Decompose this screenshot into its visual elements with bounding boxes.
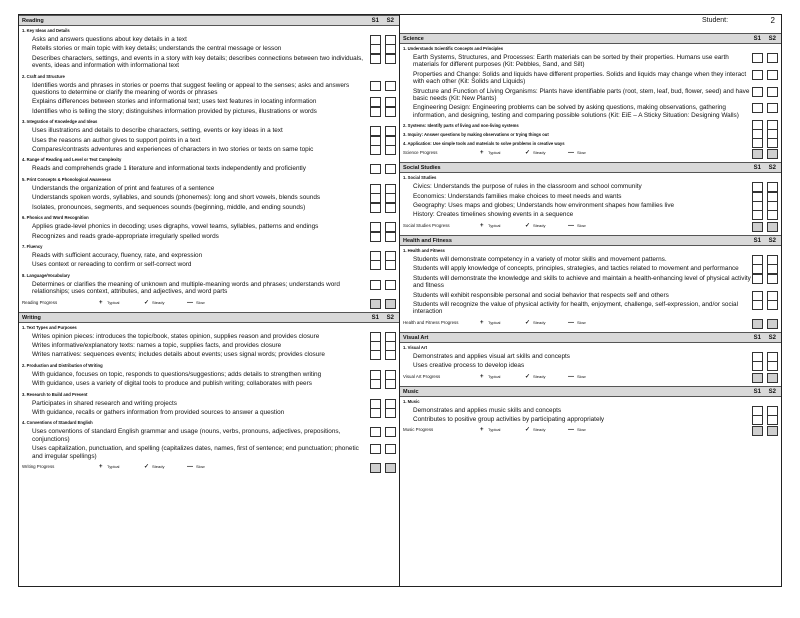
progress-minus-text: Slow — [577, 427, 586, 433]
progress-check-text: Steady — [533, 373, 546, 379]
s1-box[interactable] — [752, 87, 763, 97]
s1-box[interactable] — [370, 444, 381, 454]
standard-group-text: 1. Key Ideas and Details — [22, 28, 70, 33]
progress-check-text: Steady — [533, 222, 546, 228]
standard-item — [19, 400, 399, 407]
progress-check-symbol: ✓ — [144, 464, 150, 470]
progress-label: Writing Progress — [22, 464, 55, 469]
standard-text: Reads with sufficient accuracy, fluency, rate, and expression — [32, 251, 203, 259]
progress-check-text: Steady — [533, 427, 546, 433]
student-label: Student: — [702, 17, 729, 24]
music-section-progress — [400, 425, 781, 435]
progress-check-symbol: ✓ — [144, 299, 150, 306]
standard-text: Isolates, pronounces, segments, and sequences sounds (beginning, middle, and ending sounds) — [32, 203, 306, 211]
s1-label: S1 — [753, 165, 761, 172]
progress-check-text: Steady — [152, 299, 165, 305]
s2-box[interactable] — [385, 408, 396, 418]
s2-label: S2 — [768, 334, 776, 341]
s1-box[interactable] — [370, 145, 381, 155]
s1-box[interactable] — [752, 300, 763, 310]
s1-box[interactable] — [370, 379, 381, 389]
standard-item — [19, 45, 399, 52]
standard-text: Reads and comprehends grade 1 literature and informational texts independently and proficiently — [32, 165, 306, 173]
s2-box[interactable] — [385, 54, 396, 64]
standard-text: With guidance, recalls or gathers information from provided sources to answer a question — [32, 408, 285, 416]
standard-text: Participates in shared research and writing projects — [32, 399, 177, 407]
standard-text: Engineering Design: Engineering problems can be solved by asking questions, making observations, gathering information, and designing, testing and comparing possible solutions (Kit: EiE – A Sticky Situation: Designing Walls) — [413, 104, 739, 119]
standard-group-label — [19, 175, 399, 184]
standard-group-text: 4. Conventions of Standard English — [22, 420, 93, 426]
standard-item — [19, 223, 399, 230]
s2-box[interactable] — [385, 260, 396, 270]
standard-group-text: 3. Inquiry: Answer questions by making observations or trying things out — [403, 132, 549, 138]
standard-text: Geography: Uses maps and globes; Understands how environment shapes how families live — [413, 202, 675, 210]
section-title: Writing — [22, 314, 41, 321]
standard-item — [19, 333, 399, 340]
standard-text: Uses context or rereading to confirm or self-correct word — [32, 261, 192, 269]
standard-text: Civics: Understands the purpose of rules in the classroom and school community — [413, 183, 642, 191]
standard-item — [19, 194, 399, 201]
progress-plus-text: Typical — [488, 222, 501, 228]
standard-group-text: 4. Application: Use simple tools and materials to solve problems in creative ways — [403, 141, 565, 147]
standard-group-text: 4. Range of Reading and Level or Text Complexity — [22, 157, 122, 163]
progress-plus-symbol: + — [99, 464, 103, 470]
standard-text: Writes opinion pieces: introduces the topic/book, states opinion, supplies reason and provides closure — [32, 332, 320, 340]
standard-group-text: 2. Systems: Identify parts of living and non-living systems — [403, 123, 519, 129]
standard-group-label — [19, 117, 399, 126]
standard-group-text: 3. Research to Build and Present — [22, 391, 88, 397]
s2-box[interactable] — [385, 379, 396, 389]
s2-box[interactable] — [767, 300, 778, 310]
standard-item — [19, 342, 399, 349]
standard-text: Earth Systems, Structures, and Processes: Earth materials can be sorted by their properties. Humans use earth materials for different purposes (Kit: Pebbles, Sand, and Silt) — [413, 54, 729, 69]
standard-group-label — [19, 26, 399, 35]
progress-minus-symbol: — — [568, 373, 574, 380]
s1-box[interactable] — [752, 138, 763, 148]
progress-s1-box[interactable] — [752, 426, 763, 436]
progress-s2-box[interactable] — [767, 373, 778, 383]
standard-group-text: 8. Language/Vocabulary — [22, 272, 70, 278]
standard-text: Uses creative process to develop ideas — [413, 362, 525, 370]
s1-box[interactable] — [370, 260, 381, 270]
science-section-progress — [400, 148, 781, 158]
section-title: Health and Fitness — [403, 237, 452, 244]
progress-minus-symbol: — — [187, 299, 193, 306]
standard-group-label — [19, 155, 399, 164]
standard-text: Uses conventions of standard English grammar and usage (nouns, verbs, pronouns, adjectives, prepositions, conjunctions) — [32, 428, 341, 443]
standard-item — [19, 36, 399, 43]
reading-section-progress — [19, 298, 399, 308]
s1-box[interactable] — [752, 415, 763, 425]
progress-label: Visual Art Progress — [403, 373, 441, 379]
s1-box[interactable] — [370, 164, 381, 174]
progress-check-symbol: ✓ — [525, 319, 531, 326]
standard-item — [400, 301, 781, 316]
s1-box[interactable] — [370, 54, 381, 64]
standard-text: Understands the organization of print and features of a sentence — [32, 184, 215, 192]
progress-check-text: Steady — [533, 150, 546, 156]
standard-item — [19, 351, 399, 358]
standard-item — [19, 98, 399, 105]
section-title: Music — [403, 388, 419, 395]
standard-item — [19, 127, 399, 134]
standard-group-label — [19, 361, 399, 370]
section-title: Science — [403, 36, 424, 42]
s2-box[interactable] — [385, 107, 396, 117]
standard-item — [400, 183, 781, 190]
standard-text: Students will apply knowledge of concepts, principles, strategies, and tactics related to movement and performance — [413, 265, 739, 273]
standard-item — [400, 275, 781, 290]
standard-item — [400, 54, 781, 69]
s2-label: S2 — [386, 18, 394, 24]
standard-item — [400, 88, 781, 103]
standard-text: Determines or clarifies the meaning of unknown and multiple-meaning words and phrases; understands word relationships; uses context, attributes, and adjectives, and word parts — [32, 280, 340, 296]
standard-group-label — [400, 139, 781, 148]
s1-label: S1 — [753, 388, 761, 395]
progress-minus-symbol: — — [568, 427, 574, 434]
standard-item — [400, 104, 781, 119]
standard-text: Contributes to positive group activities by participating appropriately — [413, 415, 605, 423]
s2-box[interactable] — [767, 138, 778, 148]
standard-group-text: 1. Social Studies — [403, 175, 437, 181]
writing-section-progress — [19, 462, 399, 472]
standard-text: Economics: Understands families make choices to meet needs and wants — [413, 192, 622, 200]
s2-box[interactable] — [767, 361, 778, 371]
health-section-header — [400, 235, 781, 246]
progress-label: Social Studies Progress — [403, 222, 450, 228]
health-section-progress — [400, 318, 781, 328]
standard-group-label — [19, 323, 399, 332]
s2-box[interactable] — [385, 203, 396, 213]
progress-label: Reading Progress — [22, 299, 58, 305]
page-number: 2 — [770, 16, 775, 25]
standard-item — [400, 202, 781, 209]
standard-group-text: 2. Production and Distribution of Writing — [22, 362, 103, 368]
s2-label: S2 — [386, 314, 394, 321]
s1-box[interactable] — [752, 274, 763, 284]
progress-check-symbol: ✓ — [525, 150, 531, 157]
progress-minus-symbol: — — [568, 222, 574, 229]
progress-label: Music Progress — [403, 427, 434, 433]
standard-item — [19, 261, 399, 268]
standard-text: Applies grade-level phonics in decoding; uses digraphs, vowel teams, syllables, patterns and endings — [32, 223, 319, 231]
progress-plus-text: Typical — [488, 319, 501, 325]
visual-art-section-progress — [400, 372, 781, 382]
standard-group-text: 6. Phonics and Word Recognition — [22, 215, 89, 221]
standard-text: Demonstrates and applies music skills and concepts — [413, 406, 562, 414]
progress-minus-symbol: — — [568, 150, 574, 157]
s1-box[interactable] — [370, 107, 381, 117]
standard-text: Writes informative/explanatory texts: names a topic, supplies facts, and provides closure — [32, 341, 282, 349]
progress-minus-text: Slow — [196, 464, 205, 469]
standard-item — [19, 380, 399, 387]
progress-s1-box[interactable] — [752, 149, 763, 159]
standard-item — [400, 256, 781, 263]
s1-label: S1 — [371, 18, 379, 24]
standard-group-label — [19, 390, 399, 399]
standard-group-label — [400, 44, 781, 53]
standard-item — [19, 371, 399, 378]
s2-box[interactable] — [767, 103, 778, 113]
s2-label: S2 — [768, 237, 776, 244]
standard-item — [19, 165, 399, 172]
standard-text: Identifies words and phrases in stories or poems that suggest feeling or appeal to the senses; asks and answers questions to determine or clarify the meaning of words or phrases — [32, 81, 350, 97]
progress-plus-text: Typical — [107, 299, 120, 305]
progress-s1-box[interactable] — [752, 319, 763, 329]
standard-text: Retells stories or main topic with key details; understands the central message or lesson — [32, 45, 282, 53]
progress-plus-symbol: + — [480, 427, 484, 434]
s2-box[interactable] — [767, 70, 778, 80]
progress-s1-box[interactable] — [370, 463, 381, 473]
progress-s2-box[interactable] — [767, 222, 778, 232]
standard-group-label — [400, 173, 781, 182]
progress-s1-box[interactable] — [370, 299, 381, 309]
standard-group-text: 1. Understands Scientific Concepts and Principles — [403, 46, 504, 51]
s2-box[interactable] — [767, 210, 778, 220]
writing-section-header — [19, 312, 399, 323]
progress-check-text: Steady — [152, 464, 165, 469]
progress-plus-symbol: + — [480, 150, 484, 157]
standard-item — [400, 71, 781, 86]
s2-box[interactable] — [385, 164, 396, 174]
progress-s2-box[interactable] — [767, 149, 778, 159]
s1-label: S1 — [753, 334, 761, 341]
progress-plus-symbol: + — [480, 373, 484, 380]
social-studies-section-header — [400, 162, 781, 173]
s1-label: S1 — [753, 36, 761, 42]
section-title: Visual Art — [403, 334, 429, 341]
progress-s1-box[interactable] — [752, 373, 763, 383]
s2-label: S2 — [768, 36, 776, 42]
progress-minus-text: Slow — [577, 150, 586, 156]
s1-box[interactable] — [370, 232, 381, 242]
standard-text: Demonstrates and applies visual art skills and concepts — [413, 352, 571, 360]
s1-box[interactable] — [752, 70, 763, 80]
standard-group-label — [19, 72, 399, 81]
standard-group-text: 2. Craft and Structure — [22, 73, 65, 79]
s2-box[interactable] — [385, 444, 396, 454]
s1-box[interactable] — [370, 427, 381, 437]
standard-group-text: 7. Fluency — [22, 243, 43, 249]
s2-box[interactable] — [767, 415, 778, 425]
standard-group-label — [400, 397, 781, 406]
standard-text: History: Creates timelines showing events in a sequence — [413, 211, 574, 219]
standard-item — [400, 292, 781, 299]
s1-box[interactable] — [752, 53, 763, 63]
standard-item — [19, 409, 399, 416]
section-title: Social Studies — [403, 165, 441, 172]
standard-text: Describes characters, settings, and events in a story with key details; describes connections between two individuals, events, ideas and information with informational text — [32, 54, 364, 70]
standard-group-label — [19, 418, 399, 427]
s2-box[interactable] — [385, 427, 396, 437]
standard-item — [19, 233, 399, 240]
s2-box[interactable] — [385, 145, 396, 155]
s2-box[interactable] — [767, 87, 778, 97]
s2-label: S2 — [768, 388, 776, 395]
left-column — [19, 15, 400, 586]
right-column — [400, 15, 781, 586]
s1-box[interactable] — [370, 408, 381, 418]
standard-item — [19, 185, 399, 192]
section-title: Reading — [22, 18, 44, 24]
s2-label: S2 — [768, 165, 776, 172]
s2-box[interactable] — [767, 274, 778, 284]
standard-item — [400, 193, 781, 200]
s2-box[interactable] — [385, 232, 396, 242]
standard-text: Identifies who is telling the story; distinguishes information provided by pictures, illustrations or words — [32, 107, 317, 115]
progress-check-symbol: ✓ — [525, 222, 531, 229]
standard-item — [19, 108, 399, 115]
standard-text: Explains differences between stories and informational text; uses text features in locating information — [32, 98, 317, 106]
progress-s2-box[interactable] — [767, 319, 778, 329]
s1-box[interactable] — [752, 103, 763, 113]
standard-group-text: 1. Music — [403, 398, 420, 404]
standard-text: Writes narratives: sequences events; includes details about events; uses signal words; provides closure — [32, 351, 325, 359]
standard-group-label — [400, 130, 781, 139]
standard-item — [400, 211, 781, 218]
s2-box[interactable] — [385, 280, 396, 290]
standard-text: Asks and answers questions about key details in a text — [32, 36, 187, 43]
progress-minus-text: Slow — [577, 319, 586, 325]
standard-text: Students will demonstrate competency in a variety of motor skills and movement patterns. — [413, 255, 667, 263]
s1-box[interactable] — [370, 280, 381, 290]
progress-plus-text: Typical — [488, 150, 501, 156]
progress-s1-box[interactable] — [752, 222, 763, 232]
s1-label: S1 — [753, 237, 761, 244]
standard-item — [19, 252, 399, 259]
progress-s2-box[interactable] — [385, 299, 396, 309]
standard-item — [19, 428, 399, 443]
s2-box[interactable] — [385, 350, 396, 360]
standard-group-label — [400, 121, 781, 130]
progress-plus-symbol: + — [480, 319, 484, 326]
standard-group-label — [400, 246, 781, 255]
standard-item — [19, 146, 399, 153]
standard-group-label — [400, 343, 781, 352]
science-section-header — [400, 33, 781, 44]
progress-label: Science Progress — [403, 150, 438, 156]
s1-label: S1 — [371, 314, 379, 321]
music-section-header — [400, 386, 781, 397]
standard-text: Compares/contrasts adventures and experiences of characters in two stories or texts on same topic — [32, 146, 314, 154]
standard-item — [19, 281, 399, 296]
standard-group-text: 1. Visual Art — [403, 344, 427, 350]
s1-box[interactable] — [752, 210, 763, 220]
standard-text: Understands spoken words, syllables, and sounds (phonemes): long and short vowels, blends sounds — [32, 194, 321, 202]
s1-box[interactable] — [370, 350, 381, 360]
standard-text: Recognizes and reads grade-appropriate irregularly spelled words — [32, 232, 219, 240]
standard-text: Uses the reasons an author gives to support points in a text — [32, 136, 201, 144]
s1-box[interactable] — [370, 81, 381, 91]
progress-plus-text: Typical — [488, 427, 501, 433]
standard-group-label — [19, 242, 399, 251]
standard-item — [19, 55, 399, 70]
standard-item — [19, 204, 399, 211]
progress-check-text: Steady — [533, 319, 546, 325]
standard-group-text: 5. Print Concepts & Phonological Awareness — [22, 176, 112, 182]
standard-text: With guidance, focuses on topic, responds to questions/suggestions; adds details to strengthen writing — [32, 370, 322, 378]
s1-box[interactable] — [752, 361, 763, 371]
progress-label: Health and Fitness Progress — [403, 319, 459, 325]
progress-minus-symbol: — — [187, 464, 193, 470]
report-card-page — [18, 14, 782, 587]
standard-item — [400, 362, 781, 369]
standard-text: Properties and Change: Solids and liquids have different properties. Solids and liquids may change when they interact with each other (Kit: Solids and Liquids) — [413, 70, 747, 86]
progress-check-symbol: ✓ — [525, 427, 531, 434]
standard-text: Structure and Function of Living Organisms: Plants have identifiable parts (root, stem, leaf, bud, flower, seed) and have basic needs (Kit: New Plants) — [413, 87, 750, 103]
standard-item — [19, 137, 399, 144]
standard-group-label — [19, 213, 399, 222]
progress-plus-text: Typical — [107, 464, 120, 469]
progress-s2-box[interactable] — [767, 426, 778, 436]
standard-item — [400, 353, 781, 360]
progress-plus-symbol: + — [480, 222, 484, 229]
progress-check-symbol: ✓ — [525, 373, 531, 380]
standard-item — [400, 416, 781, 423]
standard-text: Students will recognize the value of physical activity for health, enjoyment, challenge, self-expression, and/or social interaction — [413, 300, 739, 316]
standard-item — [400, 407, 781, 414]
progress-s2-box[interactable] — [385, 463, 396, 473]
social-studies-section-progress — [400, 221, 781, 231]
s1-box[interactable] — [370, 203, 381, 213]
standard-text: Students will demonstrate the knowledge and skills to achieve and maintain a health-enhancing level of physical activity and fitness — [413, 274, 751, 290]
standard-text: Uses illustrations and details to describe characters, setting, events or key ideas in a text — [32, 127, 283, 135]
standard-group-label — [19, 271, 399, 280]
standard-item — [400, 265, 781, 272]
standard-text: Uses capitalization, punctuation, and spelling (capitalizes dates, names, first of sentence; end punctuation; phonetic and irregular spellings) — [32, 445, 359, 460]
progress-minus-text: Slow — [196, 299, 205, 305]
standard-group-text: 1. Text Types and Purposes — [22, 324, 77, 330]
standard-group-text: 1. Health and Fitness — [403, 247, 445, 253]
progress-plus-symbol: + — [99, 299, 103, 306]
standard-item — [19, 82, 399, 97]
standard-group-text: 3. Integration of Knowledge and Ideas — [22, 119, 98, 125]
reading-section-header — [19, 15, 399, 26]
s2-box[interactable] — [385, 81, 396, 91]
standard-item — [19, 445, 399, 460]
s2-box[interactable] — [767, 53, 778, 63]
progress-plus-text: Typical — [488, 373, 501, 379]
standard-text: With guidance, uses a variety of digital tools to produce and publish writing; collaborates with peers — [32, 380, 312, 388]
progress-minus-text: Slow — [577, 222, 586, 228]
progress-minus-text: Slow — [577, 373, 586, 379]
visual-art-section-header — [400, 332, 781, 343]
progress-minus-symbol: — — [568, 319, 574, 326]
standard-text: Students will exhibit responsible personal and social behavior that respects self and others — [413, 291, 669, 299]
student-header — [400, 15, 781, 29]
